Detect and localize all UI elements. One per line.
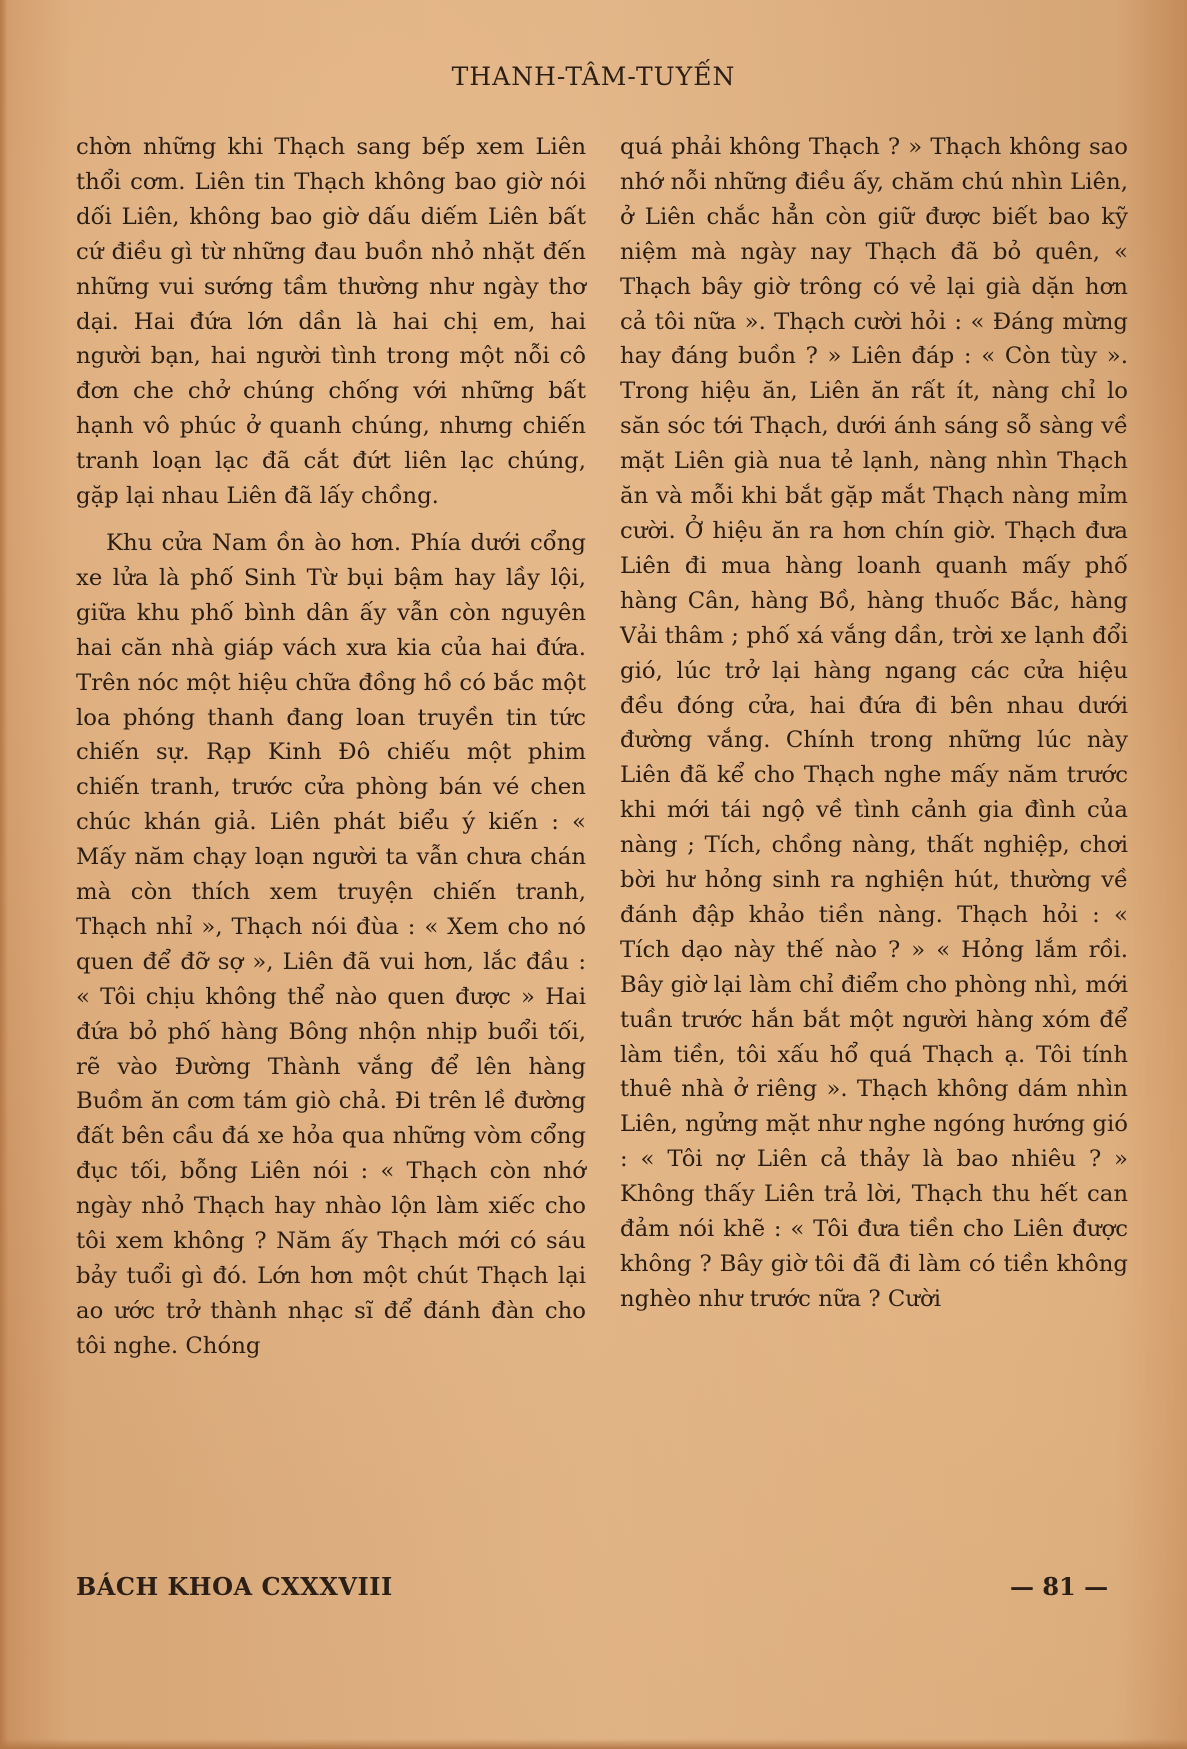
page-edge-shadow	[0, 0, 8, 1749]
right-column	[620, 130, 1128, 1317]
publication-name: BÁCH KHOA CXXXVIII	[76, 1572, 393, 1601]
left-paragraph-2: Khu cửa Nam ồn ào hơn. Phía dưới cổng xe lửa là phố Sinh Từ bụi bậm hay lầy lội, giữa khu phố bình dân ấy vẫn còn nguyên hai căn nhà giáp vách xưa kia của hai đứa. Trên nóc một hiệu chữa đồng hồ có bắc một loa phóng thanh đang loan truyền tin tức chiến sự. Rạp Kinh Đô chiếu một phim chiến tranh, trước cửa phòng bán vé chen chúc khán giả. Liên phát biểu ý kiến : « Mấy năm chạy loạn người ta vẫn chưa chán mà còn thích xem truyện chiến tranh, Thạch nhỉ », Thạch nói đùa : « Xem cho nó quen để đỡ sợ », Liên đã vui hơn, lắc đầu : « Tôi chịu không thể nào quen được » Hai đứa bỏ phố hàng Bông nhộn nhịp buổi tối, rẽ vào Đường Thành vắng để lên hàng Buồm ăn cơm tám giò chả. Đi trên lề đường đất bên cầu đá xe hỏa qua những vòm cổng đục tối, bỗng Liên nói : « Thạch còn nhớ ngày nhỏ Thạch hay nhào lộn làm xiếc cho tôi xem không ? Năm ấy Thạch mới có sáu bảy tuổi gì đó. Lớn hơn một chút Thạch lại ao ước trở thành nhạc sĩ để đánh đàn cho tôi nghe. Chóng	[76, 529, 586, 1359]
right-paragraph-1: quá phải không Thạch ? » Thạch không sao nhớ nỗi những điều ấy, chăm chú nhìn Liên, ở Liên chắc hẳn còn giữ được biết bao kỹ niệm mà ngày nay Thạch đã bỏ quên, « Thạch bây giờ trông có vẻ lại già dặn hơn cả tôi nữa ». Thạch cười hỏi : « Đáng mừng hay đáng buồn ? » Liên đáp : « Còn tùy ». Trong hiệu ăn, Liên ăn rất ít, nàng chỉ lo săn sóc tới Thạch, dưới ánh sáng sỗ sàng về mặt Liên già nua tẻ lạnh, nàng nhìn Thạch ăn và mỗi khi bắt gặp mắt Thạch nàng mỉm cười. Ở hiệu ăn ra hơn chín giờ. Thạch đưa Liên đi mua hàng loanh quanh mấy phố hàng Cân, hàng Bồ, hàng thuốc Bắc, hàng Vải thâm ; phố xá vắng dần, trời xe lạnh đổi gió, lúc trở lại hàng ngang các cửa hiệu đều đóng cửa, hai đứa đi bên nhau dưới đường vắng. Chính trong những lúc này Liên đã kể cho Thạch nghe mấy năm trước khi mới tái ngộ về tình cảnh gia đình của nàng ; Tích, chồng nàng, thất nghiệp, chơi bời hư hỏng sinh ra nghiện hút, thường về đánh đập khảo tiền nàng. Thạch hỏi : « Tích dạo này thế nào ? » « Hỏng lắm rồi. Bây giờ lại làm chỉ điểm cho phòng nhì, mới tuần trước hắn bắt một người hàng xóm để làm tiền, tôi xấu hổ quá Thạch ạ. Tôi tính thuê nhà ở riêng ». Thạch không dám nhìn Liên, ngửng mặt như nghe ngóng hướng gió : « Tôi nợ Liên cả thảy là bao nhiêu ? » Không thấy Liên trả lời, Thạch thu hết can đảm nói khẽ : « Tôi đưa tiền cho Liên được không ? Bây giờ tôi đã đi làm có tiền không nghèo như trước nữa ? Cười	[620, 134, 1128, 1312]
page-number: — 81 —	[1010, 1572, 1109, 1601]
running-title: THANH-TÂM-TUYẾN	[451, 62, 736, 91]
page-bottom-shadow	[0, 1739, 1187, 1749]
left-paragraph-1: chờn những khi Thạch sang bếp xem Liên thổi cơm. Liên tin Thạch không bao giờ nói dối Liên, không bao giờ dấu diếm Liên bất cứ điều gì từ những đau buồn nhỏ nhặt đến những vui sướng tầm thường như ngày thơ dại. Hai đứa lớn dần là hai chị em, hai người bạn, hai người tình trong một nỗi cô đơn che chở chúng chống với những bất hạnh vô phúc ở quanh chúng, nhưng chiến tranh loạn lạc đã cắt đứt liên lạc chúng, gặp lại nhau Liên đã lấy chồng.	[76, 134, 586, 510]
left-column	[76, 130, 586, 1364]
